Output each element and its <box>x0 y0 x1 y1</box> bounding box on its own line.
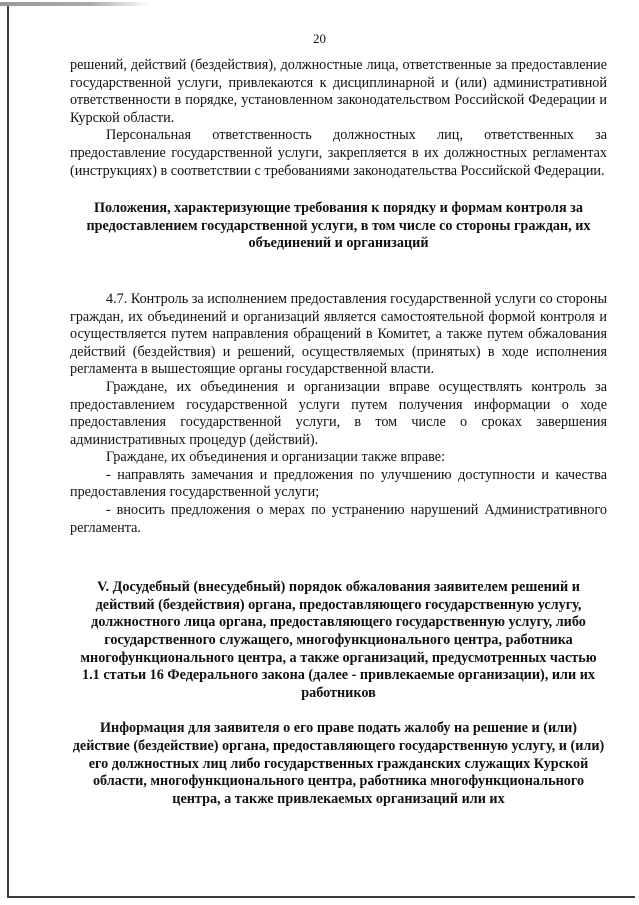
page-number: 20 <box>313 31 326 46</box>
scan-edge-left <box>7 6 9 898</box>
paragraph-personal-responsibility: Персональная ответственность должностных лиц, ответственных за предоставление государственной услуги, закрепляется в их должностных регламентах (инструкциях) в соответствии с требованиями законодательства Российской Федерации. <box>70 127 607 179</box>
document-body <box>70 57 607 808</box>
section-heading-complaint-right-info: Информация для заявителя о его праве подать жалобу на решение и (или) действие (бездействие) органа, предоставляющего государственную услугу, и (или) его должностных лиц либо государственных гражданских служащих Курской области, многофункционального центра, работника многофункционального центра, а также привлекаемых организаций или их <box>72 720 605 807</box>
paragraph-4-7: 4.7. Контроль за исполнением предоставления государственной услуги со стороны граждан, их объединений и организаций является самостоятельной формой контроля и осуществляется путем направления обращений в Комитет, а также путем обжалования действий (бездействия) и решений, осуществляемых (принятых) в ходе исполнения регламента в вышестоящие органы государственной власти. <box>70 290 607 378</box>
list-item-proposals: - вносить предложения о мерах по устранению нарушений Административного регламента. <box>70 502 607 536</box>
paragraph-citizens-control: Граждане, их объединения и организации вправе осуществлять контроль за предоставлением государственной услуги путем получения информации о ходе предоставления государственной услуги, в том числе о сроках завершения административных процедур (действий). <box>70 378 607 448</box>
list-item-remarks: - направлять замечания и предложения по улучшению доступности и качества предоставления государственной услуги; <box>70 466 607 501</box>
section-heading-v-appeal-procedure: V. Досудебный (внесудебный) порядок обжалования заявителем решений и действий (бездействия) органа, предоставляющего государственную услугу, должностного лица органа, предоставляющего государственную услугу, либо государственного служащего, многофункционального центра, работника многофункционального центра, а также организаций, предусмотренных частью 1.1 статьи 16 Федерального закона (далее - привлекаемые организации), или их работников <box>80 579 597 701</box>
scan-edge-bottom <box>7 896 635 898</box>
paragraph-citizens-rights: Граждане, их объединения и организации также вправе: <box>106 449 446 466</box>
paragraph-responsibility-continuation: решений, действий (бездействия), должностные лица, ответственные за предоставление государственной услуги, привлекаются к дисциплинарной и (или) административной ответственности в порядке, установленном законодательством Российской Федерации и Курской области. <box>70 57 607 126</box>
section-heading-control-requirements: Положения, характеризующие требования к порядку и формам контроля за предоставлением государственной услуги, в том числе со стороны граждан, их объединений и организаций <box>86 200 591 252</box>
scan-edge-top <box>0 2 150 6</box>
